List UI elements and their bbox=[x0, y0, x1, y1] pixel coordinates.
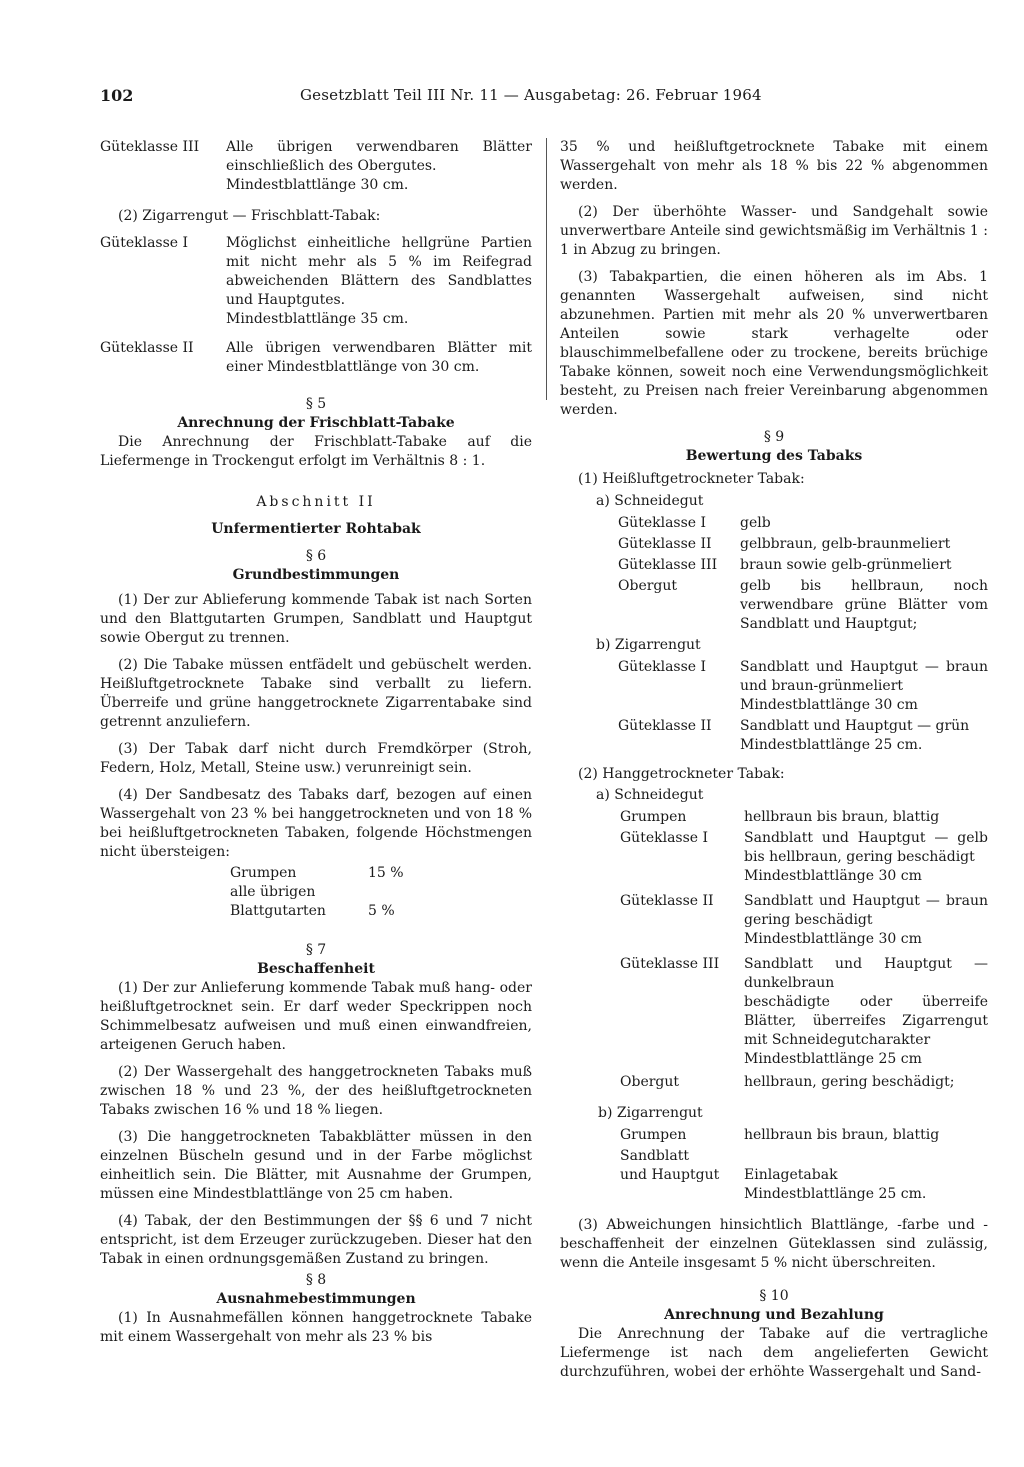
grade-label: Güteklasse II bbox=[620, 893, 714, 909]
grade-min-length: Mindestblattlänge 30 cm bbox=[744, 931, 922, 947]
grade-text: Einlagetabak bbox=[744, 1167, 838, 1183]
grade-label: Güteklasse II bbox=[618, 536, 712, 552]
grade-text: gelbbraun, gelb-braunmeliert bbox=[740, 536, 951, 552]
grade-row bbox=[560, 514, 988, 533]
table-cell-name bbox=[230, 883, 368, 921]
grade-text: hellbraun bis braun, blattig bbox=[744, 1127, 940, 1143]
section-6-paragraph-4: (4) Der Sandbesatz des Tabaks darf, bezogen auf einen Wassergehalt von 23 % bei hanggetrockneten und von 18 % bei heißluftgetrockneten Tabaken, folgende Höchstmengen nicht übersteigen: bbox=[100, 787, 532, 860]
grade-text: Sandblatt und Hauptgut — grün bbox=[740, 718, 970, 734]
entry-text: Möglichst einheitliche hellgrüne Partien mit nicht mehr als 5 % im Reifegrad abweichenden Blättern des Sandblattes und Hauptgutes. bbox=[226, 235, 532, 308]
gueteklasse-2-entry bbox=[100, 339, 532, 377]
column-separator bbox=[546, 138, 547, 400]
grade-label: Güteklasse I bbox=[618, 515, 707, 531]
gueteklasse-1-entry bbox=[100, 234, 532, 329]
section-9-paragraph-3: (3) Abweichungen hinsichtlich Blattlänge, -farbe und -beschaffenheit der einzelnen Güteklassen sind zulässig, wenn die Anteile insgesamt 5 % nicht überschreiten. bbox=[560, 1217, 988, 1271]
entry-label: Güteklasse III bbox=[100, 139, 200, 155]
grade-label: Obergut bbox=[620, 1074, 680, 1090]
grade-min-length: Mindestblattlänge 30 cm bbox=[740, 697, 918, 713]
table-cell-value: 15 % bbox=[368, 865, 404, 881]
left-column bbox=[100, 138, 532, 1355]
grade-label: und Hauptgut bbox=[620, 1167, 720, 1183]
section-7-number: § 7 bbox=[305, 942, 327, 958]
grade-row bbox=[560, 1147, 988, 1204]
page-number: 102 bbox=[100, 86, 134, 105]
section-10-title: Anrechnung und Bezahlung bbox=[664, 1307, 884, 1323]
grade-label: Güteklasse I bbox=[620, 830, 709, 846]
section-7-paragraph-4: (4) Tabak, der den Bestimmungen der §§ 6 und 7 nicht entspricht, ist dem Erzeuger zurückzugeben. Dieser hat den Tabak in einen ordnungsgemäßen Zustand zu bringen. bbox=[100, 1213, 532, 1267]
schneidegut-heading: a) Schneidegut bbox=[596, 493, 704, 509]
section-6-number: § 6 bbox=[305, 548, 327, 564]
grade-label: Grumpen bbox=[620, 809, 687, 825]
entry-min-length: Mindestblattlänge 30 cm. bbox=[226, 177, 409, 193]
right-column bbox=[560, 138, 988, 1390]
grade-label: Güteklasse II bbox=[618, 718, 712, 734]
section-8-number: § 8 bbox=[305, 1272, 327, 1288]
entry-text: Alle übrigen verwendbaren Blätter einschließlich des Obergutes. bbox=[226, 139, 532, 174]
section-9-title: Bewertung des Tabaks bbox=[685, 448, 863, 464]
schneidegut-heading: a) Schneidegut bbox=[596, 787, 704, 803]
section-6-title: Grundbestimmungen bbox=[232, 567, 400, 583]
section-8-paragraph-3: (3) Tabakpartien, die einen höheren als im Abs. 1 genannten Wassergehalt aufweisen, sind nicht abzunehmen. Partien mit mehr als 20 % unverwertbaren Anteilen sowie stark verhagelte oder blauschimmelbefallene oder zu trockene, bereits brüchige Tabake können, soweit noch eine Verwendungsmöglichkeit besteht, zu Preisen nach freier Vereinbarung abgenommen werden. bbox=[560, 269, 988, 418]
grade-row bbox=[560, 829, 988, 886]
entry-label: Güteklasse I bbox=[100, 235, 189, 251]
section-5-number: § 5 bbox=[305, 396, 327, 412]
entry-text: Alle übrigen verwendbaren Blätter mit einer Mindestblattlänge von 30 cm. bbox=[226, 340, 532, 375]
grade-row bbox=[560, 535, 988, 554]
grade-text: gelb bis hellbraun, noch verwendbare grüne Blätter vom Sandblatt und Hauptgut; bbox=[740, 578, 988, 632]
grade-label: Obergut bbox=[618, 578, 678, 594]
section-8-title: Ausnahmebestimmungen bbox=[216, 1291, 416, 1307]
grade-min-length: Mindestblattlänge 30 cm bbox=[744, 868, 922, 884]
heissluft-heading: (1) Heißluftgetrockneter Tabak: bbox=[578, 471, 805, 487]
zigarrengut-heading: b) Zigarrengut bbox=[598, 1105, 703, 1121]
grade-row bbox=[560, 577, 988, 634]
section-7-paragraph-1: (1) Der zur Anlieferung kommende Tabak muß hang- oder heißluftgetrocknet sein. Er darf weder Speckrippen noch Schimmelbesatz aufweisen und muß einen einwandfreien, arteigenen Geruch haben. bbox=[100, 980, 532, 1053]
grade-text: Sandblatt und Hauptgut — dunkelbraun bbox=[744, 956, 988, 991]
hanggetrocknet-heading: (2) Hanggetrockneter Tabak: bbox=[578, 766, 785, 782]
section-7-paragraph-2: (2) Der Wassergehalt des hanggetrockneten Tabaks muß zwischen 18 % und 23 %, der des heißluftgetrockneten Tabaks zwischen 16 % und 18 % liegen. bbox=[100, 1064, 532, 1118]
section-5-title: Anrechnung der Frischblatt-Tabake bbox=[177, 415, 455, 431]
table-cell-name-line: Blattgutarten bbox=[230, 903, 326, 919]
section-10-text: Die Anrechnung der Tabake auf die vertragliche Liefermenge ist nach dem angelieferten Gewicht durchzuführen, wobei der erhöhte Wassergehalt und Sand- bbox=[560, 1326, 988, 1380]
grade-min-length: Mindestblattlänge 25 cm. bbox=[744, 1186, 927, 1202]
grade-text: Sandblatt und Hauptgut — braun und braun-grünmeliert bbox=[740, 659, 988, 694]
table-cell-name: Grumpen bbox=[230, 865, 297, 881]
grade-label: Güteklasse III bbox=[620, 956, 720, 972]
section-7-title: Beschaffenheit bbox=[257, 961, 375, 977]
sand-limit-table bbox=[230, 864, 532, 921]
abschnitt-title: Unfermentierter Rohtabak bbox=[211, 521, 421, 537]
section-5-text: Die Anrechnung der Frischblatt-Tabake auf die Liefermenge in Trockengut erfolgt im Verhältnis 8 : 1. bbox=[100, 434, 532, 469]
grade-text: braun sowie gelb-grünmeliert bbox=[740, 557, 952, 573]
grade-text: hellbraun bis braun, blattig bbox=[744, 809, 940, 825]
grade-text: Sandblatt und Hauptgut — braun gering beschädigt bbox=[744, 893, 988, 928]
section-6-paragraph-2: (2) Die Tabake müssen entfädelt und gebüschelt werden. Heißluftgetrocknete Tabake sind verballt zu liefern. Überreife und grüne hanggetrocknete Zigarrentabake sind getrennt anzuliefern. bbox=[100, 657, 532, 730]
section-6-paragraph-1: (1) Der zur Ablieferung kommende Tabak ist nach Sorten und den Blattgutarten Grumpen, Sandblatt und Hauptgut sowie Obergut zu trennen. bbox=[100, 592, 532, 646]
table-cell-value: 5 % bbox=[368, 903, 395, 919]
grade-row bbox=[560, 955, 988, 1069]
grade-label: Sandblatt bbox=[620, 1148, 689, 1164]
page-header-title: Gesetzblatt Teil III Nr. 11 — Ausgabetag: 26. Februar 1964 bbox=[300, 86, 762, 104]
grade-text: hellbraun, gering beschädigt; bbox=[744, 1074, 955, 1090]
abschnitt-heading: Abschnitt II bbox=[256, 494, 376, 510]
grade-row bbox=[560, 658, 988, 715]
zigarrengut-heading: b) Zigarrengut bbox=[596, 637, 701, 653]
table-row bbox=[230, 883, 532, 921]
grade-label: Güteklasse III bbox=[618, 557, 718, 573]
grade-row bbox=[560, 808, 988, 827]
section-9-number: § 9 bbox=[763, 429, 785, 445]
grade-text: beschädigte oder überreife Blätter, überreifes Zigarrengut mit Schneidegutcharakter bbox=[744, 994, 988, 1048]
section-8-paragraph-2: (2) Der überhöhte Wasser- und Sandgehalt sowie unverwertbare Anteile sind gewichtsmäßig im Verhältnis 1 : 1 in Abzug zu bringen. bbox=[560, 204, 988, 258]
grade-row bbox=[560, 892, 988, 949]
section-10-number: § 10 bbox=[759, 1288, 789, 1304]
entry-min-length: Mindestblattlänge 35 cm. bbox=[226, 311, 409, 327]
grade-label: Güteklasse I bbox=[618, 659, 707, 675]
table-row bbox=[230, 864, 532, 883]
entry-label: Güteklasse II bbox=[100, 340, 194, 356]
grade-text: gelb bbox=[740, 515, 771, 531]
paragraph-2-title: (2) Zigarrengut — Frischblatt-Tabak: bbox=[118, 208, 381, 224]
grade-text: Sandblatt und Hauptgut — gelb bis hellbraun, gering beschädigt bbox=[744, 830, 988, 865]
grade-min-length: Mindestblattlänge 25 cm. bbox=[740, 737, 923, 753]
grade-row bbox=[560, 1073, 988, 1092]
gueteklasse-3-entry bbox=[100, 138, 532, 195]
grade-label: Grumpen bbox=[620, 1127, 687, 1143]
section-8-paragraph-1: (1) In Ausnahmefällen können hanggetrocknete Tabake mit einem Wassergehalt von mehr als 23 % bis bbox=[100, 1310, 532, 1345]
continued-paragraph: 35 % und heißluftgetrocknete Tabake mit einem Wassergehalt von mehr als 18 % bis 22 % abgenommen werden. bbox=[560, 139, 988, 193]
table-cell-name-line: alle übrigen bbox=[230, 884, 316, 900]
grade-min-length: Mindestblattlänge 25 cm bbox=[744, 1051, 922, 1067]
grade-row bbox=[560, 556, 988, 575]
section-7-paragraph-3: (3) Die hanggetrockneten Tabakblätter müssen in den einzelnen Büscheln gesund und in der Farbe möglichst einheitlich sein. Die Blätter, mit Ausnahme der Grumpen, müssen eine Mindestblattlänge von 25 cm haben. bbox=[100, 1129, 532, 1202]
section-6-paragraph-3: (3) Der Tabak darf nicht durch Fremdkörper (Stroh, Federn, Holz, Metall, Steine usw.) verunreinigt sein. bbox=[100, 741, 532, 776]
grade-row bbox=[560, 1126, 988, 1145]
grade-row bbox=[560, 717, 988, 755]
